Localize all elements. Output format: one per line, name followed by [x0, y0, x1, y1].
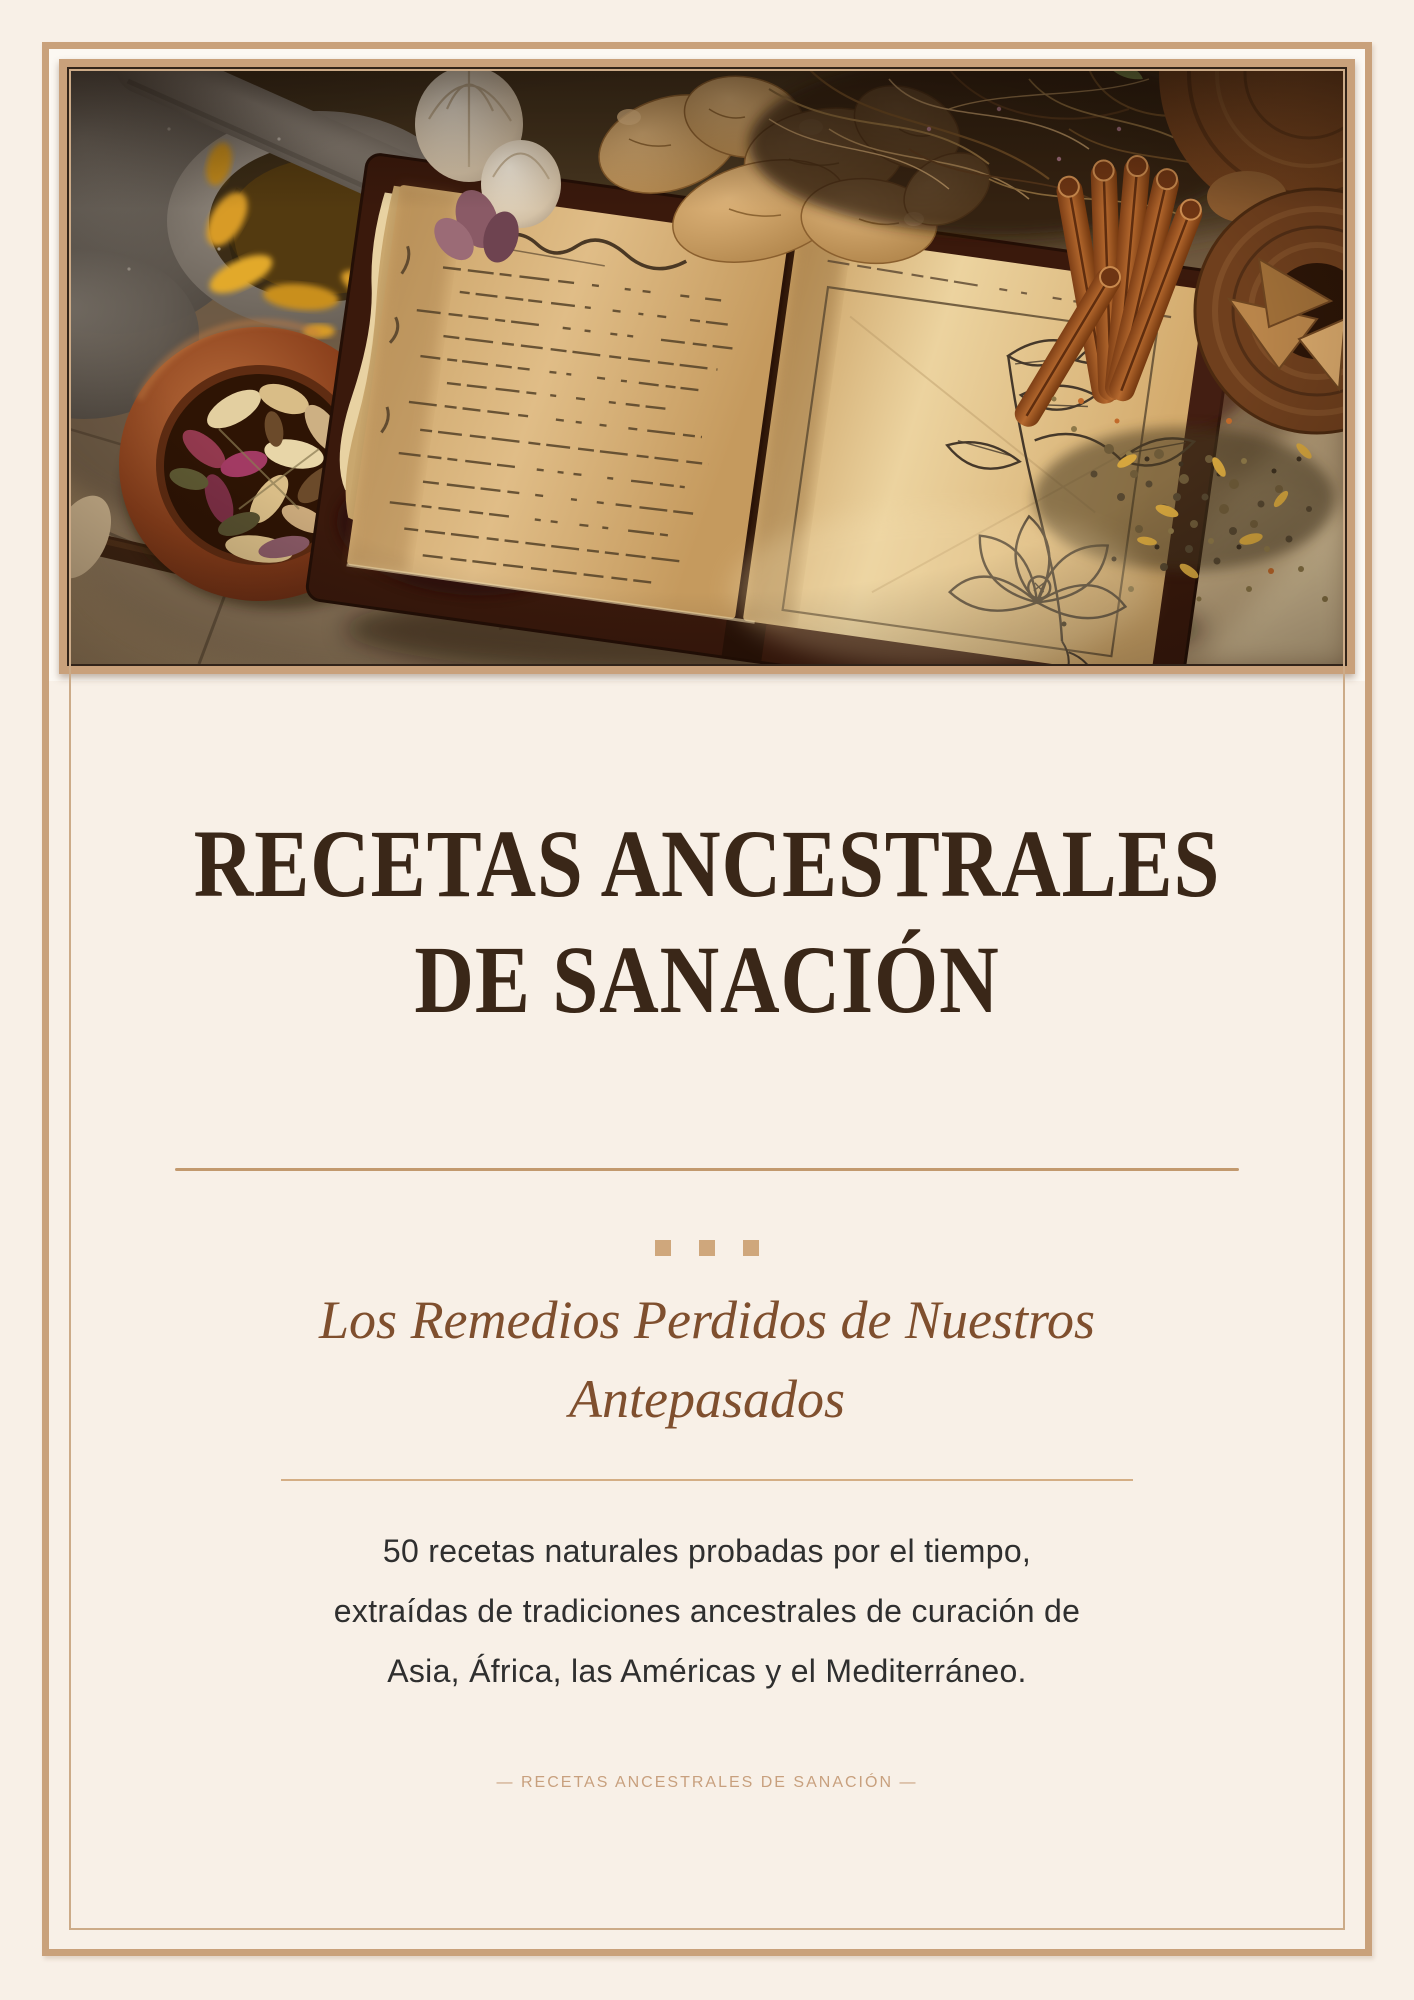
page-subtitle [0, 1281, 1414, 1439]
ornament-squares [0, 1240, 1414, 1256]
page-title-line-1: RECETAS ANCESTRALES [193, 810, 1221, 917]
ornament-square [699, 1240, 715, 1256]
herbal-still-life-illustration [69, 69, 1345, 664]
hero-photo-frame [59, 59, 1355, 674]
cover-description [0, 1521, 1414, 1701]
divider-rule-bottom [281, 1479, 1133, 1481]
divider-rule-top [175, 1168, 1239, 1171]
description-line-1: 50 recetas naturales probadas por el tiempo, [382, 1533, 1032, 1569]
page-subtitle-line-2: Antepasados [569, 1369, 845, 1429]
footer-running-title: — RECETAS ANCESTRALES DE SANACIÓN — [496, 1774, 918, 1791]
page-title-line-2: DE SANACIÓN [414, 926, 1000, 1033]
description-line-3: Asia, África, las Américas y el Mediterráneo. [387, 1653, 1027, 1689]
page-subtitle-line-1: Los Remedios Perdidos de Nuestros [319, 1290, 1095, 1350]
page-title [99, 806, 1315, 1038]
ornament-square [743, 1240, 759, 1256]
vignette-overlay [69, 69, 1345, 664]
hero-photo [67, 67, 1347, 666]
description-line-2: extraídas de tradiciones ancestrales de curación de [333, 1593, 1081, 1629]
ornament-square [655, 1240, 671, 1256]
